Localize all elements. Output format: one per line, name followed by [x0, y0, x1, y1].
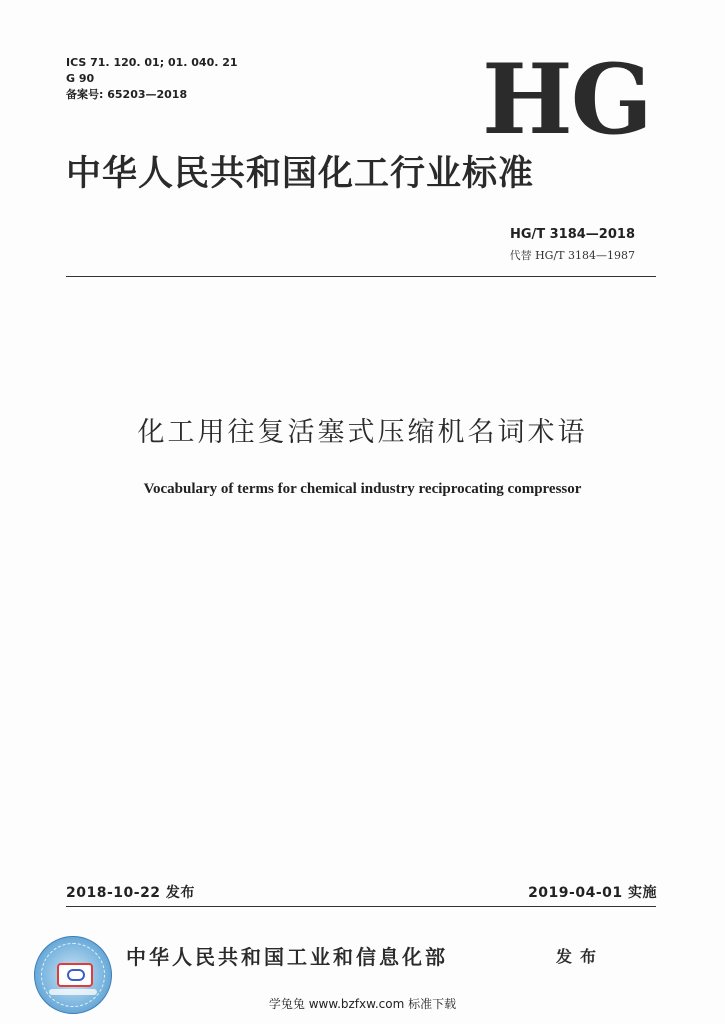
hg-logo: HG	[482, 43, 651, 156]
standard-series-title: 中华人民共和国化工行业标准	[66, 154, 535, 194]
bottom-divider	[66, 906, 656, 907]
category-code: G 90	[66, 72, 95, 85]
ics-code: ICS 71. 120. 01; 01. 040. 21	[66, 56, 238, 69]
issue-date: 2018-10-22 发布	[66, 885, 195, 901]
standard-code: HG/T 3184—2018	[509, 227, 635, 242]
top-divider	[66, 276, 656, 277]
download-watermark: 学兔兔 www.bzfxw.com 标准下载	[268, 997, 457, 1011]
publish-label: 发布	[556, 947, 605, 966]
replaces-standard: 代替 HG/T 3184—1987	[509, 249, 635, 262]
document-title-chinese: 化工用往复活塞式压缩机名词术语	[137, 417, 588, 448]
publisher-name: 中华人民共和国工业和信息化部	[126, 945, 448, 969]
filing-number: 备案号: 65203—2018	[66, 88, 188, 101]
seal-emblem	[57, 963, 93, 987]
document-title-english: Vocabulary of terms for chemical industry reciprocating compressor	[143, 481, 582, 497]
implementation-date: 2019-04-01 实施	[528, 885, 657, 901]
classification-block	[66, 55, 238, 103]
